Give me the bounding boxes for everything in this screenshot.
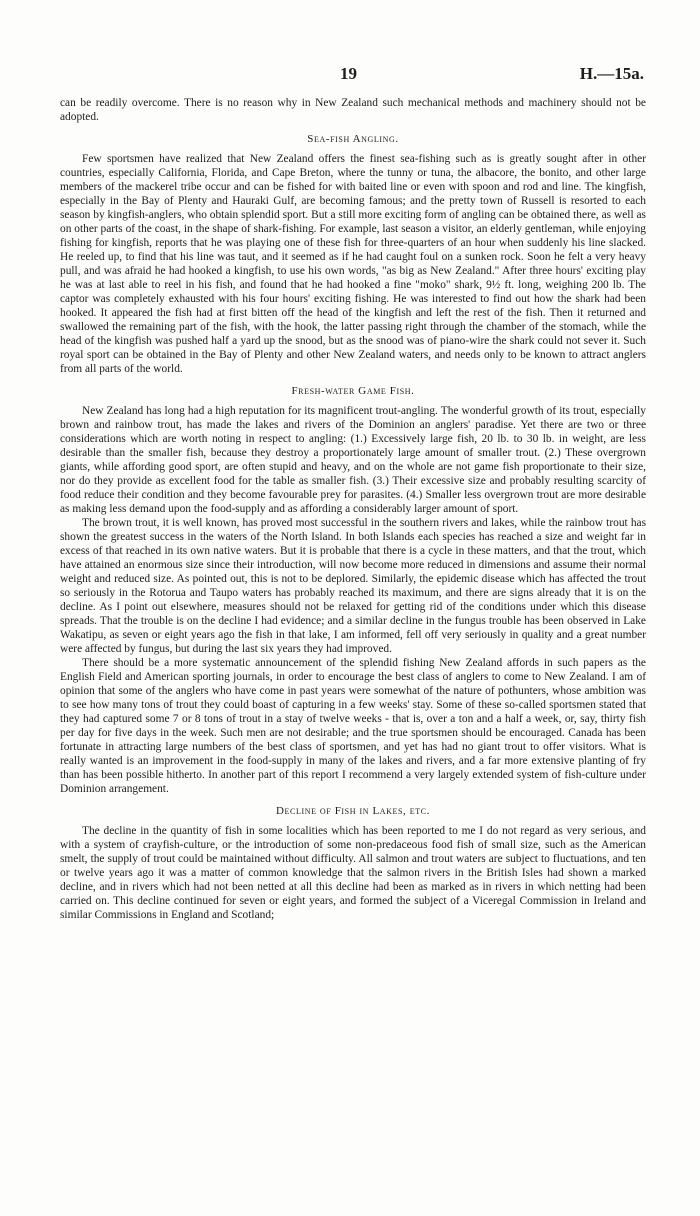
paragraph-fresh-water-1: New Zealand has long had a high reputation for its magnificent trout-angling. The wonderful growth of its trout, especially brown and rainbow trout, has made the lakes and rivers of the Dominion an anglers' paradise. Yet there are two or three considerations which are worth noting in respect to angling: (1.) Excessively large fish, 20 lb. to 30 lb. in weight, are less desirable than the smaller fish, because they destroy a proportionately large amount of smaller trout. (2.) These overgrown giants, while affording good sport, are often stupid and heavy, and on the whole are not game fish proportionate to their size, nor do they provide as excellent food for the table as smaller fish. (3.) Their excessive size and probably resulting scarcity of food reduce their condition and they become favourable prey for parasites. (4.) Smaller less overgrown trout are more desirable as making less demand upon the food-supply and as affording a considerably larger amount of sport. (60, 405, 646, 515)
paragraph-decline-1: The decline in the quantity of fish in some localities which has been reported to me I do not regard as very serious, and with a system of crayfish-culture, or the introduction of some non-predaceous food fish of small size, such as the American smelt, the supply of trout could be maintained without difficulty. All salmon and trout waters are subject to fluctuations, and ten or twelve years ago it was a matter of common knowledge that the salmon rivers in the British Isles had shown a marked decline, and in rivers which had not been netted at all this decline had been as marked as in rivers in which netting had been carried on. This decline continued for seven or eight years, and formed the subject of a Viceregal Commission in Ireland and similar Commissions in England and Scotland; (60, 825, 646, 921)
section-heading-decline-of-fish: Decline of Fish in Lakes, etc. (275, 805, 431, 817)
page-number: 19 (340, 64, 357, 83)
intro-paragraph: can be readily overcome. There is no reason why in New Zealand such mechanical methods and machinery should not be adopted. (60, 97, 646, 123)
paragraph-fresh-water-3: There should be a more systematic announcement of the splendid fishing New Zealand affords in such papers as the English Field and American sporting journals, in order to encourage the best class of anglers to come to New Zealand. I am of opinion that some of the anglers who have come in past years were somewhat of the nature of pothunters, whose ambition was to see how many tons of trout they could boast of capturing in a few weeks' stay. Some of these so-called sportsmen stated that they had captured some 7 or 8 tons of trout in a stay of twelve weeks - that is, over a ton and a half a week, or, say, thirty fish per day for five days in the week. Such men are not desirable; and the true sportsmen should be encouraged. Canada has been fortunate in attracting large numbers of the best class of sportsmen, and yet has had no giant trout to offer visitors. What is really wanted is an improvement in the food-supply in many of the lakes and rivers, and a far more extensive planting of fry than has been possible hitherto. In another part of this report I recommend a very largely extended system of fish-culture under Dominion arrangement. (60, 657, 646, 795)
section-heading-fresh-water-game-fish: Fresh-water Game Fish. (291, 385, 415, 397)
section-heading-sea-fish-angling: Sea-fish Angling. (307, 133, 399, 145)
page-header (0, 64, 700, 88)
document-code: H.—15a. (579, 64, 644, 83)
body-text (60, 96, 646, 922)
paragraph-sea-fish-1: Few sportsmen have realized that New Zealand offers the finest sea-fishing such as is greatly sought after in other countries, especially California, Florida, and Cape Breton, where the tunny or tuna, the albacore, the bonito, and other large members of the mackerel tribe occur and can be fished for with baited line or even with spoon and rod and line. The kingfish, especially in the Bay of Plenty and Hauraki Gulf, are becoming famous; and the pretty town of Russell is resorted to each season by kingfish-anglers, who obtain splendid sport. But a still more exciting form of angling can be obtained there, as well as on other parts of the coast, in the shape of shark-fishing. For example, last season a visitor, an elderly gentleman, while enjoying fishing for kingfish, reports that he was playing one of these fish for three-quarters of an hour when suddenly his line slacked. He reeled up, to find that his line was taut, and it seemed as if he had caught foul on a sunken rock. Soon he felt a very heavy pull, and was afraid he had hooked a kingfish, to use his own words, "as big as New Zealand." After three hours' exciting play he was at last able to reel in his fish, and found that he had hooked a fine "moko" shark, 9½ ft. long, weighing 200 lb. The captor was completely exhausted with his four hours' exciting fishing. He was interested to find out how the shark had been hooked. It appeared the fish had at first bitten off the head of the kingfish and left the rest of the fish. Then it returned and swallowed the remaining part of the fish, with the hook, the latter passing right through the chamber of the stomach, while the head of the kingfish was pushed half a yard up the snood, but as the snood was of piano-wire the shark could not sever it. Such royal sport can be obtained in the Bay of Plenty and other New Zealand waters, and needs only to be known to attract anglers from all parts of the world. (60, 153, 646, 375)
paragraph-fresh-water-2: The brown trout, it is well known, has proved most successful in the southern rivers and lakes, while the rainbow trout has shown the greatest success in the waters of the North Island. In both Islands each species has reached a size and weight far in excess of that reached in its own native waters. But it is probable that there is a cycle in these matters, and that the trout, which have attained an enormous size since their introduction, will now become more reduced in dimensions and assume their normal weight and reduced size. As pointed out, this is not to be deplored. Similarly, the epidemic disease which has affected the trout so seriously in the Rotorua and Taupo waters has probably reached its maximum, and there are signs already that it is on the decline. As I point out elsewhere, measures should not be relaxed for getting rid of the conditions under which this disease spreads. That the trouble is on the decline I had evidence; and a similar decline in the fungus trouble has been observed in Lake Wakatipu, as seven or eight years ago the fish in that lake, I am informed, fell off very seriously in quality and a great number were affected by fungus, but during the last six years they had improved. (60, 517, 646, 655)
